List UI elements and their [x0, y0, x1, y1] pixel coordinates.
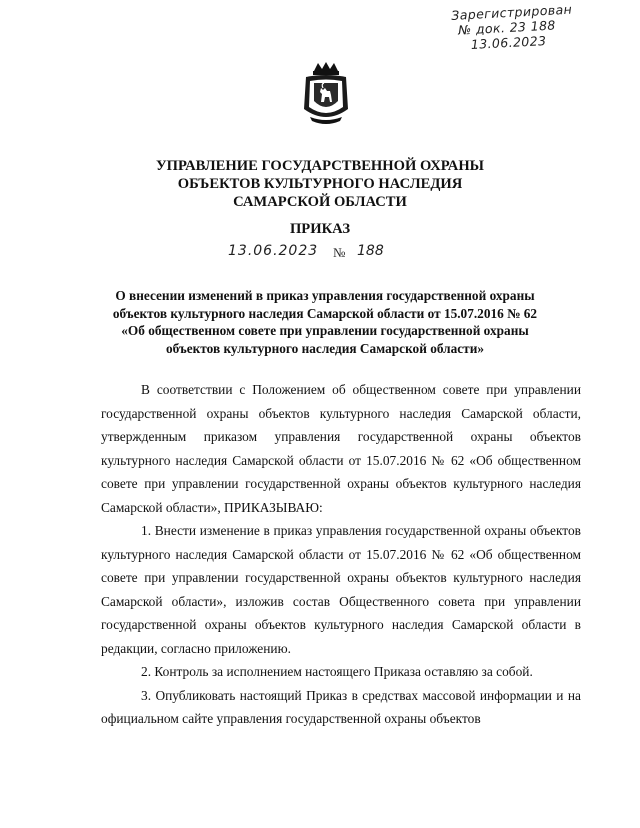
order-date: 13.06.2023: [228, 243, 319, 259]
order-subject-line-2: объектов культурного наследия Самарской области от 15.07.2016 № 62: [112, 305, 538, 321]
order-subject: [90, 287, 560, 357]
order-body: [101, 378, 581, 731]
issuer-header-line-3: САМАРСКОЙ ОБЛАСТИ: [233, 194, 407, 210]
order-number-sign: №: [333, 245, 346, 260]
order-item-1: 1. Внести изменение в приказ управления государственной охраны объектов культурного наследия Самарской области от 15.07.2016 № 62 «Об общественном совете при управлении государственной охраны объектов культурного наследия Самарской области», изложив состав Общественного совета при управлении государственной охраны объектов культурного наследия Самарской области в редакции, согласно приложению.: [101, 523, 581, 656]
registration-stamp: [451, 0, 603, 53]
registration-stamp-line-1: Зарегистрирован: [450, 1, 573, 23]
registration-stamp-line-3: 13.06.2023: [470, 33, 547, 52]
issuer-header-line-2: ОБЪЕКТОВ КУЛЬТУРНОГО НАСЛЕДИЯ: [177, 176, 463, 192]
issuer-header-line-1: УПРАВЛЕНИЕ ГОСУДАРСТВЕННОЙ ОХРАНЫ: [155, 158, 485, 174]
order-item-2: 2. Контроль за исполнением настоящего Приказа оставляю за собой.: [141, 664, 533, 679]
samara-coat-of-arms-icon: [302, 61, 350, 127]
order-subject-line-3: «Об общественном совете при управлении государственной охраны: [121, 323, 529, 338]
order-preamble: В соответствии с Положением об общественном совете при управлении государственной охраны объектов культурного наследия Самарской области, утвержденным приказом управления государственной охраны объектов культурного наследия Самарской области от 15.07.2016 № 62 «Об общественном совете при управлении государственной охраны объектов культурного наследия Самарской области», ПРИКАЗЫВАЮ:: [101, 382, 581, 515]
order-item-3: 3. Опубликовать настоящий Приказ в средствах массовой информации и на официальном сайте управления государственной охраны объектов: [101, 687, 581, 726]
issuer-header: [0, 157, 640, 211]
order-subject-line-4: объектов культурного наследия Самарской области»: [165, 340, 485, 356]
order-number: 188: [357, 243, 384, 259]
order-title: ПРИКАЗ: [289, 221, 351, 237]
order-subject-line-1: О внесении изменений в приказ управления государственной охраны: [115, 288, 535, 303]
registration-stamp-line-2: № док. 23 188: [457, 17, 557, 38]
